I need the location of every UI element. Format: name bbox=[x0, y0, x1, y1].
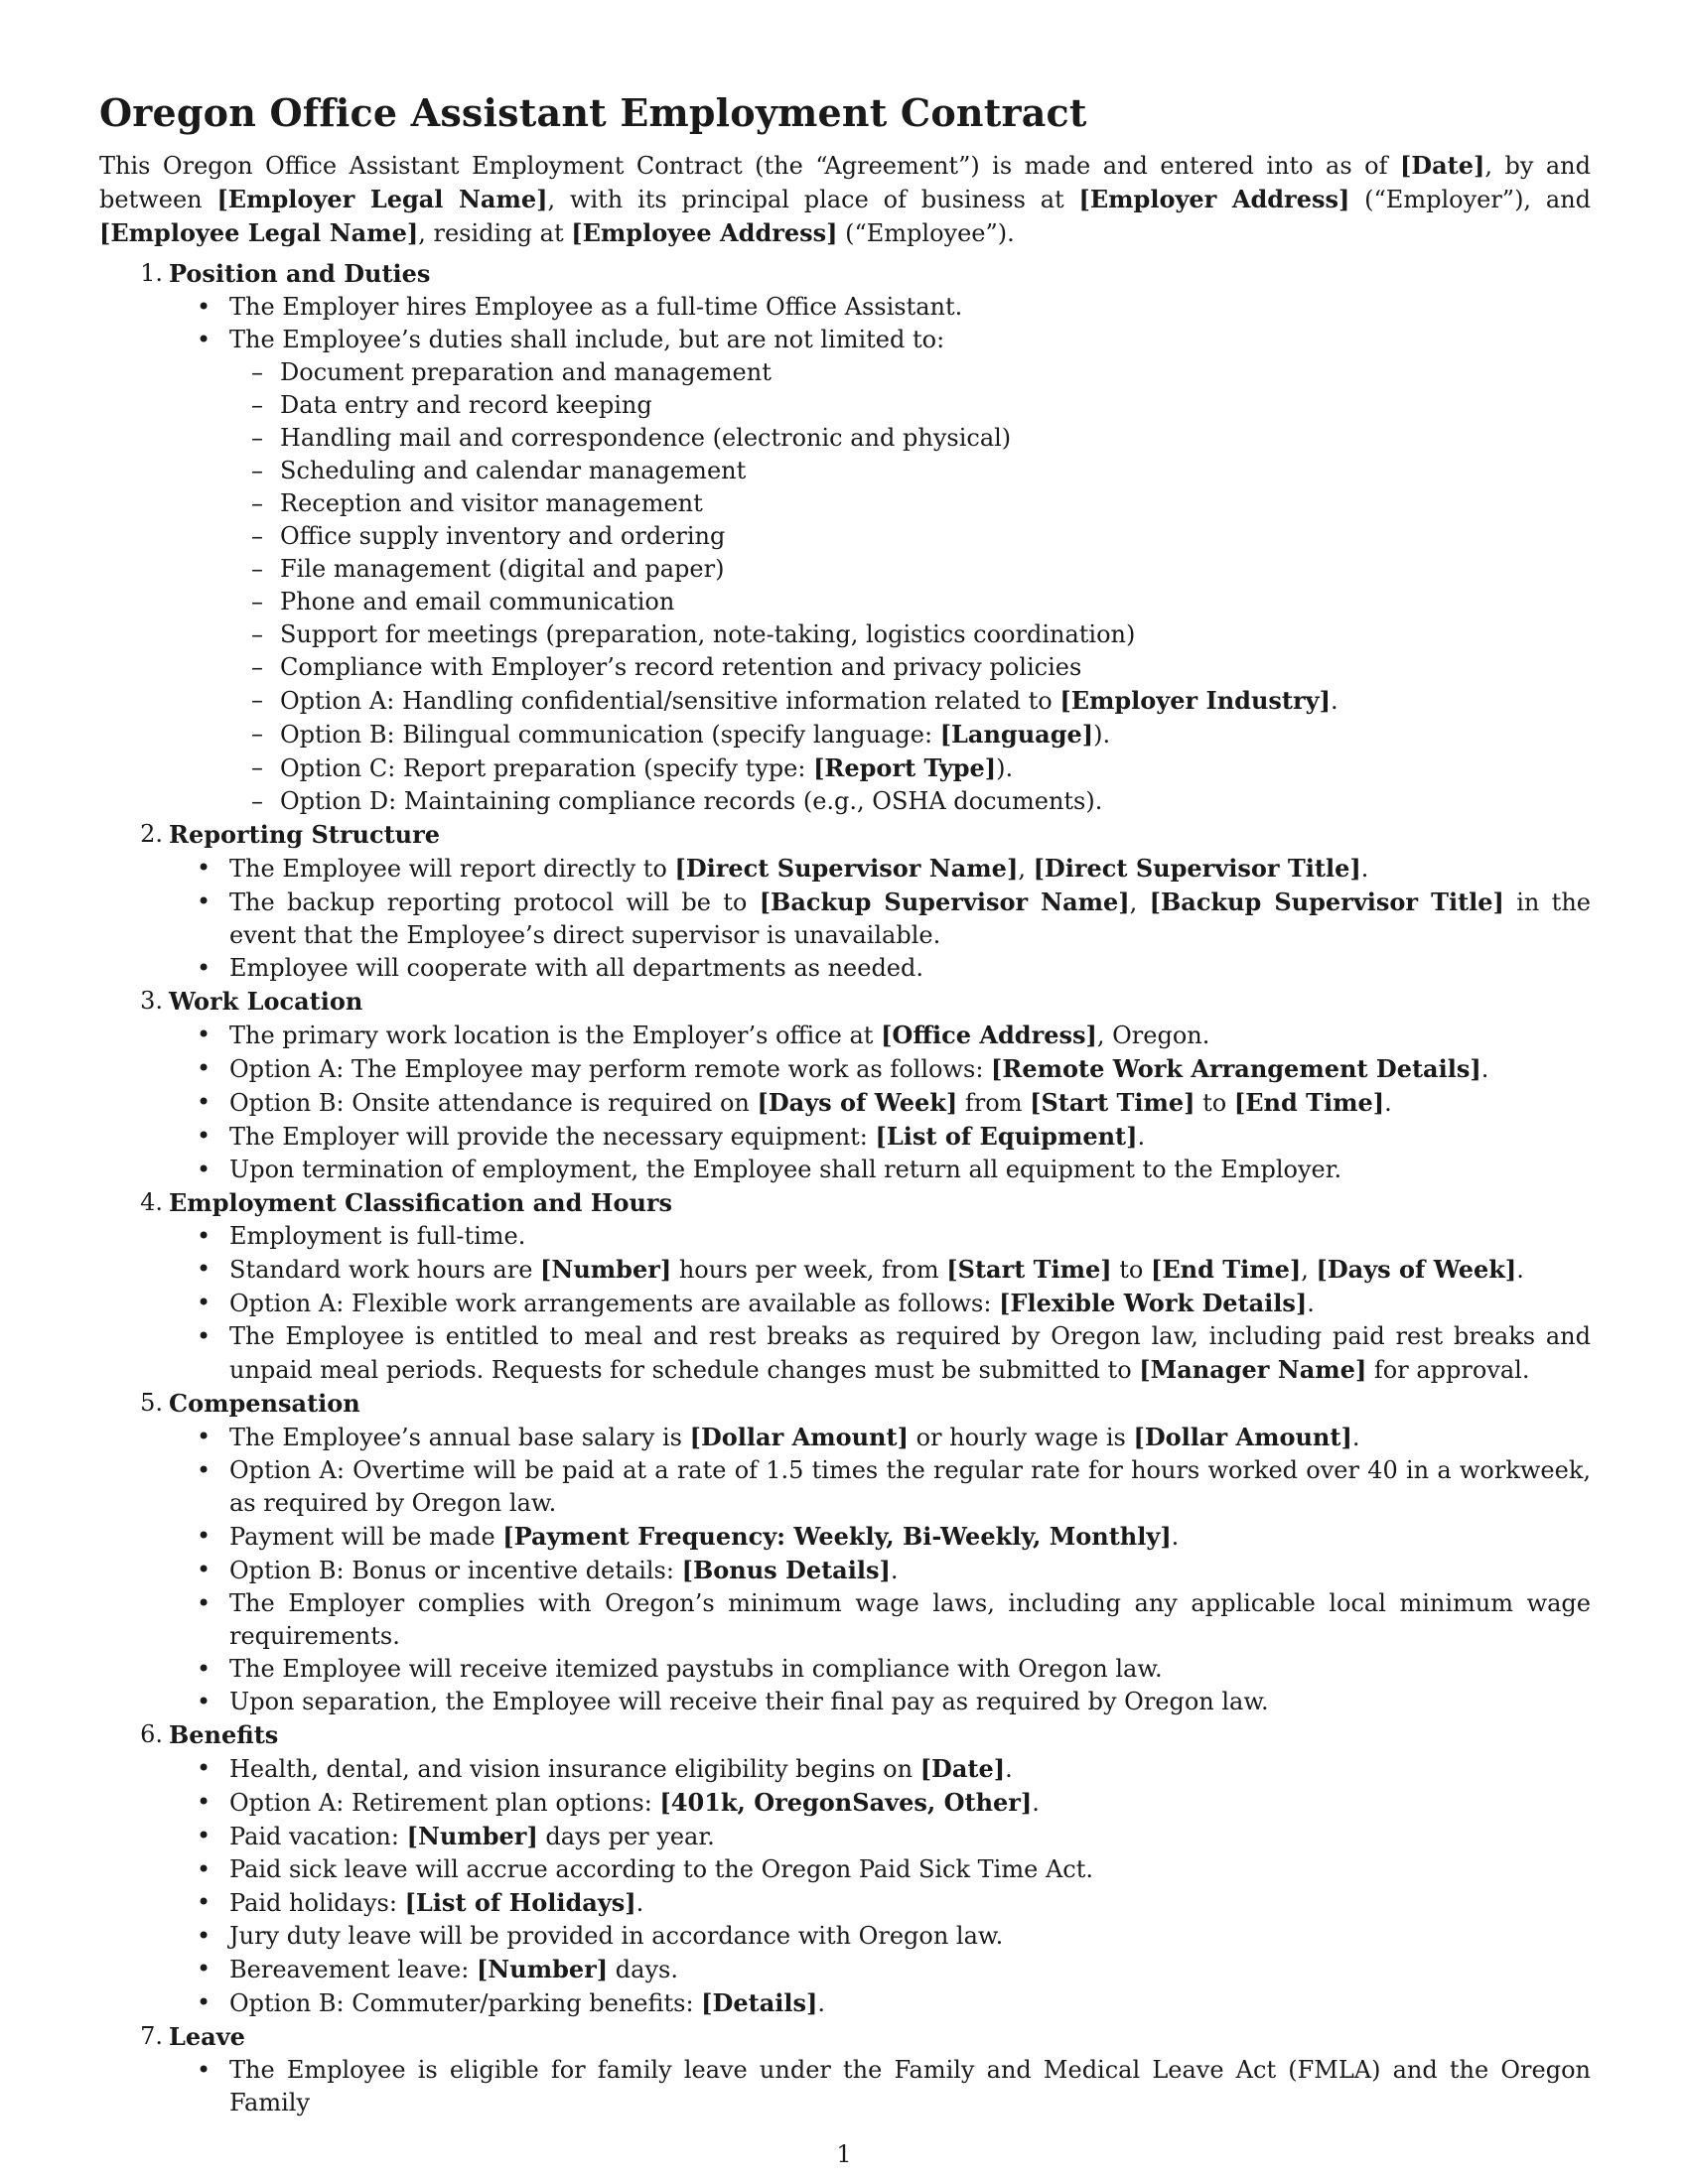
bullet-item bbox=[169, 1587, 1591, 1653]
dash-icon: – bbox=[251, 620, 263, 648]
bullet-item bbox=[169, 1120, 1591, 1154]
sub-item bbox=[229, 718, 1591, 751]
placeholder-field: [Days of Week] bbox=[757, 1088, 958, 1117]
sub-item-text: Option B: Bilingual communication (specify language: [Language]). bbox=[280, 720, 1111, 749]
placeholder-field: [Employer Address] bbox=[1078, 185, 1350, 213]
contract-section bbox=[99, 257, 1591, 818]
bullet-icon: • bbox=[197, 1255, 211, 1283]
section-heading: Benefits bbox=[169, 1720, 279, 1749]
sub-item bbox=[229, 586, 1591, 618]
placeholder-field: [Direct Supervisor Name] bbox=[674, 854, 1019, 883]
bullet-item bbox=[169, 1953, 1591, 1986]
bullet-text: Payment will be made [Payment Frequency: Weekly, Bi-Weekly, Monthly]. bbox=[229, 1522, 1180, 1551]
placeholder-field: [Employer Industry] bbox=[1059, 686, 1331, 715]
bullet-icon: • bbox=[197, 1289, 211, 1316]
sub-item-text: Scheduling and calendar management bbox=[280, 457, 747, 484]
section-heading: Leave bbox=[169, 2022, 245, 2051]
section-number: 2. bbox=[140, 820, 163, 848]
bullet-item bbox=[169, 1154, 1591, 1186]
placeholder-field: [401k, OregonSaves, Other] bbox=[659, 1788, 1033, 1817]
sub-item-text: Option A: Handling confidential/sensitive information related to [Employer Industry]. bbox=[280, 686, 1338, 715]
bullet-icon: • bbox=[197, 1988, 211, 2016]
dash-icon: – bbox=[251, 588, 263, 615]
bullet-icon: • bbox=[197, 326, 211, 353]
bullet-text: Jury duty leave will be provided in accordance with Oregon law. bbox=[229, 1922, 1004, 1950]
placeholder-field: [Employee Legal Name] bbox=[99, 218, 419, 247]
dash-icon: – bbox=[251, 653, 263, 681]
bullet-icon: • bbox=[197, 1156, 211, 1183]
bullet-icon: • bbox=[197, 1922, 211, 1950]
dash-icon: – bbox=[251, 424, 263, 452]
sub-list bbox=[229, 356, 1591, 818]
bullet-item bbox=[169, 1454, 1591, 1520]
placeholder-field: [Date] bbox=[919, 1754, 1006, 1783]
bullet-text: The Employee is entitled to meal and rest breaks as required by Oregon law, including paid rest breaks and unpaid meal periods. Requests for schedule changes must be submitted to [Manager Name] for approval. bbox=[229, 1322, 1591, 1384]
bullet-item bbox=[169, 1752, 1591, 1786]
sub-item bbox=[229, 553, 1591, 586]
bullet-list bbox=[169, 2054, 1591, 2119]
bullet-icon: • bbox=[197, 1888, 211, 1916]
bullet-icon: • bbox=[197, 1423, 211, 1450]
contract-section bbox=[99, 985, 1591, 1186]
bullet-item bbox=[169, 1920, 1591, 1953]
dash-icon: – bbox=[251, 787, 263, 815]
sub-item bbox=[229, 618, 1591, 651]
placeholder-field: [Start Time] bbox=[946, 1255, 1112, 1284]
bullet-item bbox=[169, 324, 1591, 818]
bullet-text: The backup reporting protocol will be to [Backup Supervisor Name], [Backup Supervisor Title] in the event that the Employee’s direct supervisor is unavailable. bbox=[229, 887, 1591, 949]
sub-item-text: Document preparation and management bbox=[280, 358, 772, 386]
bullet-list bbox=[169, 852, 1591, 985]
bullet-icon: • bbox=[197, 2056, 211, 2084]
bullet-text: Employment is full-time. bbox=[229, 1222, 526, 1250]
sub-item bbox=[229, 455, 1591, 487]
bullet-icon: • bbox=[197, 1754, 211, 1782]
bullet-text: Upon termination of employment, the Employee shall return all equipment to the Employer. bbox=[229, 1156, 1342, 1183]
bullet-item bbox=[169, 1287, 1591, 1320]
placeholder-field: [Details] bbox=[701, 1988, 818, 2017]
placeholder-field: [Remote Work Arrangement Details] bbox=[991, 1054, 1481, 1083]
bullet-text: Paid holidays: [List of Holidays]. bbox=[229, 1888, 644, 1917]
bullet-item bbox=[169, 1019, 1591, 1052]
dash-icon: – bbox=[251, 358, 263, 386]
bullet-icon: • bbox=[197, 1822, 211, 1849]
page-number: 1 bbox=[836, 2140, 852, 2168]
bullet-item bbox=[169, 1052, 1591, 1086]
placeholder-field: [Language] bbox=[939, 720, 1094, 749]
bullet-item bbox=[169, 1220, 1591, 1253]
placeholder-field: [Bonus Details] bbox=[681, 1556, 891, 1584]
bullet-icon: • bbox=[197, 854, 211, 882]
bullet-item bbox=[169, 1520, 1591, 1554]
sub-item bbox=[229, 785, 1591, 818]
sub-item-text: Option D: Maintaining compliance records (e.g., OSHA documents). bbox=[280, 787, 1103, 815]
sub-item-text: Data entry and record keeping bbox=[280, 391, 652, 419]
bullet-item bbox=[169, 1653, 1591, 1686]
bullet-icon: • bbox=[197, 954, 211, 982]
sub-item-text: Option C: Report preparation (specify type: [Report Type]). bbox=[280, 753, 1014, 782]
placeholder-field: [Payment Frequency: Weekly, Bi-Weekly, Monthly] bbox=[502, 1522, 1172, 1551]
bullet-text: Employee will cooperate with all departments as needed. bbox=[229, 954, 923, 982]
bullet-list bbox=[169, 291, 1591, 818]
bullet-icon: • bbox=[197, 1522, 211, 1550]
bullet-item bbox=[169, 1086, 1591, 1120]
contract-section bbox=[99, 1718, 1591, 2020]
placeholder-field: [Dollar Amount] bbox=[689, 1423, 909, 1451]
placeholder-field: [End Time] bbox=[1233, 1088, 1385, 1117]
dash-icon: – bbox=[251, 555, 263, 583]
bullet-text: Standard work hours are [Number] hours per week, from [Start Time] to [End Time], [Days of Week]. bbox=[229, 1255, 1524, 1284]
contract-section bbox=[99, 1186, 1591, 1387]
bullet-text: Option A: Retirement plan options: [401k, OregonSaves, Other]. bbox=[229, 1788, 1040, 1817]
bullet-icon: • bbox=[197, 1054, 211, 1082]
placeholder-field: [Number] bbox=[540, 1255, 672, 1284]
section-number: 3. bbox=[140, 987, 163, 1015]
bullet-text: Health, dental, and vision insurance eligibility begins on [Date]. bbox=[229, 1754, 1013, 1783]
bullet-text: The Employee will report directly to [Direct Supervisor Name], [Direct Supervisor Title]. bbox=[229, 854, 1369, 883]
section-heading: Work Location bbox=[169, 987, 363, 1016]
bullet-item bbox=[169, 1554, 1591, 1587]
section-heading: Employment Classification and Hours bbox=[169, 1188, 673, 1217]
document-title: Oregon Office Assistant Employment Contract bbox=[99, 90, 1087, 135]
bullet-text: Option B: Onsite attendance is required on [Days of Week] from [Start Time] to [End Time]. bbox=[229, 1088, 1392, 1117]
placeholder-field: [Employee Address] bbox=[571, 218, 838, 247]
dash-icon: – bbox=[251, 686, 263, 714]
section-heading: Compensation bbox=[169, 1389, 360, 1418]
bullet-text: The Employer will provide the necessary equipment: [List of Equipment]. bbox=[229, 1122, 1146, 1151]
dash-icon: – bbox=[251, 753, 263, 781]
section-number: 4. bbox=[140, 1188, 163, 1216]
sub-item-text: File management (digital and paper) bbox=[280, 555, 725, 583]
placeholder-field: [Days of Week] bbox=[1316, 1255, 1517, 1284]
bullet-text: Option A: The Employee may perform remote work as follows: [Remote Work Arrangement Details]. bbox=[229, 1054, 1489, 1083]
bullet-item bbox=[169, 886, 1591, 952]
bullet-icon: • bbox=[197, 1222, 211, 1250]
sub-item bbox=[229, 684, 1591, 718]
bullet-list bbox=[169, 1220, 1591, 1387]
intro-paragraph: This Oregon Office Assistant Employment Contract (the “Agreement”) is made and entered into as of [Date], by and between [Employer Legal Name], with its principal place of business at [Employer Address] (“Employer”), and [Employee Legal Name], residing at [Employee Address] (“Employee”). bbox=[99, 151, 1592, 247]
placeholder-field: [Employer Legal Name] bbox=[216, 185, 548, 213]
placeholder-field: [Number] bbox=[406, 1822, 538, 1850]
placeholder-field: [List of Equipment] bbox=[875, 1122, 1138, 1151]
bullet-item bbox=[169, 1421, 1591, 1454]
section-heading: Position and Duties bbox=[169, 259, 431, 288]
bullet-icon: • bbox=[197, 1655, 211, 1683]
sub-item-text: Phone and email communication bbox=[280, 588, 675, 615]
bullet-list bbox=[169, 1752, 1591, 2020]
bullet-text: Option B: Commuter/parking benefits: [Details]. bbox=[229, 1988, 825, 2017]
bullet-text: Paid sick leave will accrue according to the Oregon Paid Sick Time Act. bbox=[229, 1855, 1093, 1883]
sub-item-text: Support for meetings (preparation, note-taking, logistics coordination) bbox=[280, 620, 1136, 648]
bullet-icon: • bbox=[197, 1456, 211, 1484]
bullet-icon: • bbox=[197, 1855, 211, 1883]
bullet-text: Paid vacation: [Number] days per year. bbox=[229, 1822, 715, 1850]
bullet-text: Bereavement leave: [Number] days. bbox=[229, 1955, 678, 1983]
bullet-icon: • bbox=[197, 1589, 211, 1617]
sub-item bbox=[229, 389, 1591, 422]
bullet-item bbox=[169, 1320, 1591, 1387]
contract-section bbox=[99, 1387, 1591, 1718]
section-number: 7. bbox=[140, 2022, 163, 2050]
bullet-text: Option B: Bonus or incentive details: [Bonus Details]. bbox=[229, 1556, 899, 1584]
dash-icon: – bbox=[251, 391, 263, 419]
placeholder-field: [Number] bbox=[476, 1955, 609, 1983]
bullet-item bbox=[169, 1986, 1591, 2020]
bullet-icon: • bbox=[197, 887, 211, 915]
bullet-icon: • bbox=[197, 1088, 211, 1116]
bullet-item bbox=[169, 1786, 1591, 1820]
bullet-icon: • bbox=[197, 1955, 211, 1982]
bullet-item bbox=[169, 852, 1591, 886]
bullet-text: The primary work location is the Employer’s office at [Office Address], Oregon. bbox=[229, 1021, 1210, 1049]
sub-item bbox=[229, 356, 1591, 389]
placeholder-field: [Backup Supervisor Title] bbox=[1149, 887, 1504, 916]
sub-item bbox=[229, 651, 1591, 684]
bullet-icon: • bbox=[197, 1556, 211, 1583]
contract-section bbox=[99, 818, 1591, 985]
sub-item-text: Reception and visitor management bbox=[280, 489, 703, 517]
bullet-icon: • bbox=[197, 1122, 211, 1150]
bullet-text: The Employee will receive itemized paystubs in compliance with Oregon law. bbox=[229, 1655, 1163, 1683]
bullet-item bbox=[169, 1886, 1591, 1920]
bullet-text: Option A: Flexible work arrangements are available as follows: [Flexible Work Details]. bbox=[229, 1289, 1315, 1317]
bullet-icon: • bbox=[197, 293, 211, 321]
bullet-icon: • bbox=[197, 1322, 211, 1350]
placeholder-field: [Start Time] bbox=[1030, 1088, 1196, 1117]
dash-icon: – bbox=[251, 489, 263, 517]
contract-section bbox=[99, 2020, 1591, 2119]
sub-item-text: Handling mail and correspondence (electronic and physical) bbox=[280, 424, 1012, 452]
placeholder-field: [End Time] bbox=[1151, 1255, 1302, 1284]
sub-item bbox=[229, 487, 1591, 520]
placeholder-field: [Office Address] bbox=[881, 1021, 1097, 1049]
placeholder-field: [List of Holidays] bbox=[404, 1888, 636, 1917]
bullet-icon: • bbox=[197, 1688, 211, 1715]
bullet-text: The Employee’s annual base salary is [Dollar Amount] or hourly wage is [Dollar Amount]. bbox=[229, 1423, 1360, 1451]
sub-item-text: Office supply inventory and ordering bbox=[280, 522, 726, 550]
bullet-text: The Employer hires Employee as a full-time Office Assistant. bbox=[229, 293, 963, 321]
section-list bbox=[99, 257, 1591, 2119]
bullet-icon: • bbox=[197, 1788, 211, 1816]
section-heading: Reporting Structure bbox=[169, 820, 441, 849]
section-number: 1. bbox=[140, 259, 163, 287]
placeholder-field: [Date] bbox=[1399, 151, 1485, 180]
bullet-item bbox=[169, 1820, 1591, 1853]
dash-icon: – bbox=[251, 720, 263, 748]
bullet-text: Upon separation, the Employee will receive their final pay as required by Oregon law. bbox=[229, 1688, 1269, 1715]
placeholder-field: [Backup Supervisor Name] bbox=[759, 887, 1130, 916]
placeholder-field: [Manager Name] bbox=[1139, 1355, 1367, 1384]
sub-item bbox=[229, 520, 1591, 553]
section-number: 5. bbox=[140, 1389, 163, 1417]
placeholder-field: [Direct Supervisor Title] bbox=[1033, 854, 1361, 883]
bullet-item bbox=[169, 952, 1591, 985]
sub-item-text: Compliance with Employer’s record retention and privacy policies bbox=[280, 653, 1082, 681]
dash-icon: – bbox=[251, 522, 263, 550]
bullet-item bbox=[169, 1686, 1591, 1718]
bullet-text: The Employee is eligible for family leave under the Family and Medical Leave Act (FMLA) and the Oregon Family bbox=[229, 2056, 1591, 2116]
section-number: 6. bbox=[140, 1720, 163, 1748]
bullet-text: The Employer complies with Oregon’s minimum wage laws, including any applicable local minimum wage requirements. bbox=[229, 1589, 1591, 1650]
placeholder-field: [Report Type] bbox=[813, 753, 997, 782]
bullet-item bbox=[169, 1853, 1591, 1886]
bullet-text: Option A: Overtime will be paid at a rate of 1.5 times the regular rate for hours worked over 40 in a workweek, as required by Oregon law. bbox=[229, 1456, 1591, 1517]
bullet-icon: • bbox=[197, 1021, 211, 1048]
sub-item bbox=[229, 422, 1591, 455]
placeholder-field: [Dollar Amount] bbox=[1133, 1423, 1352, 1451]
bullet-item bbox=[169, 2054, 1591, 2119]
bullet-list bbox=[169, 1019, 1591, 1186]
bullet-list bbox=[169, 1421, 1591, 1718]
bullet-item bbox=[169, 291, 1591, 324]
dash-icon: – bbox=[251, 457, 263, 484]
sub-item bbox=[229, 751, 1591, 785]
placeholder-field: [Flexible Work Details] bbox=[999, 1289, 1308, 1317]
bullet-text: The Employee’s duties shall include, but are not limited to: bbox=[229, 326, 945, 353]
bullet-item bbox=[169, 1253, 1591, 1287]
